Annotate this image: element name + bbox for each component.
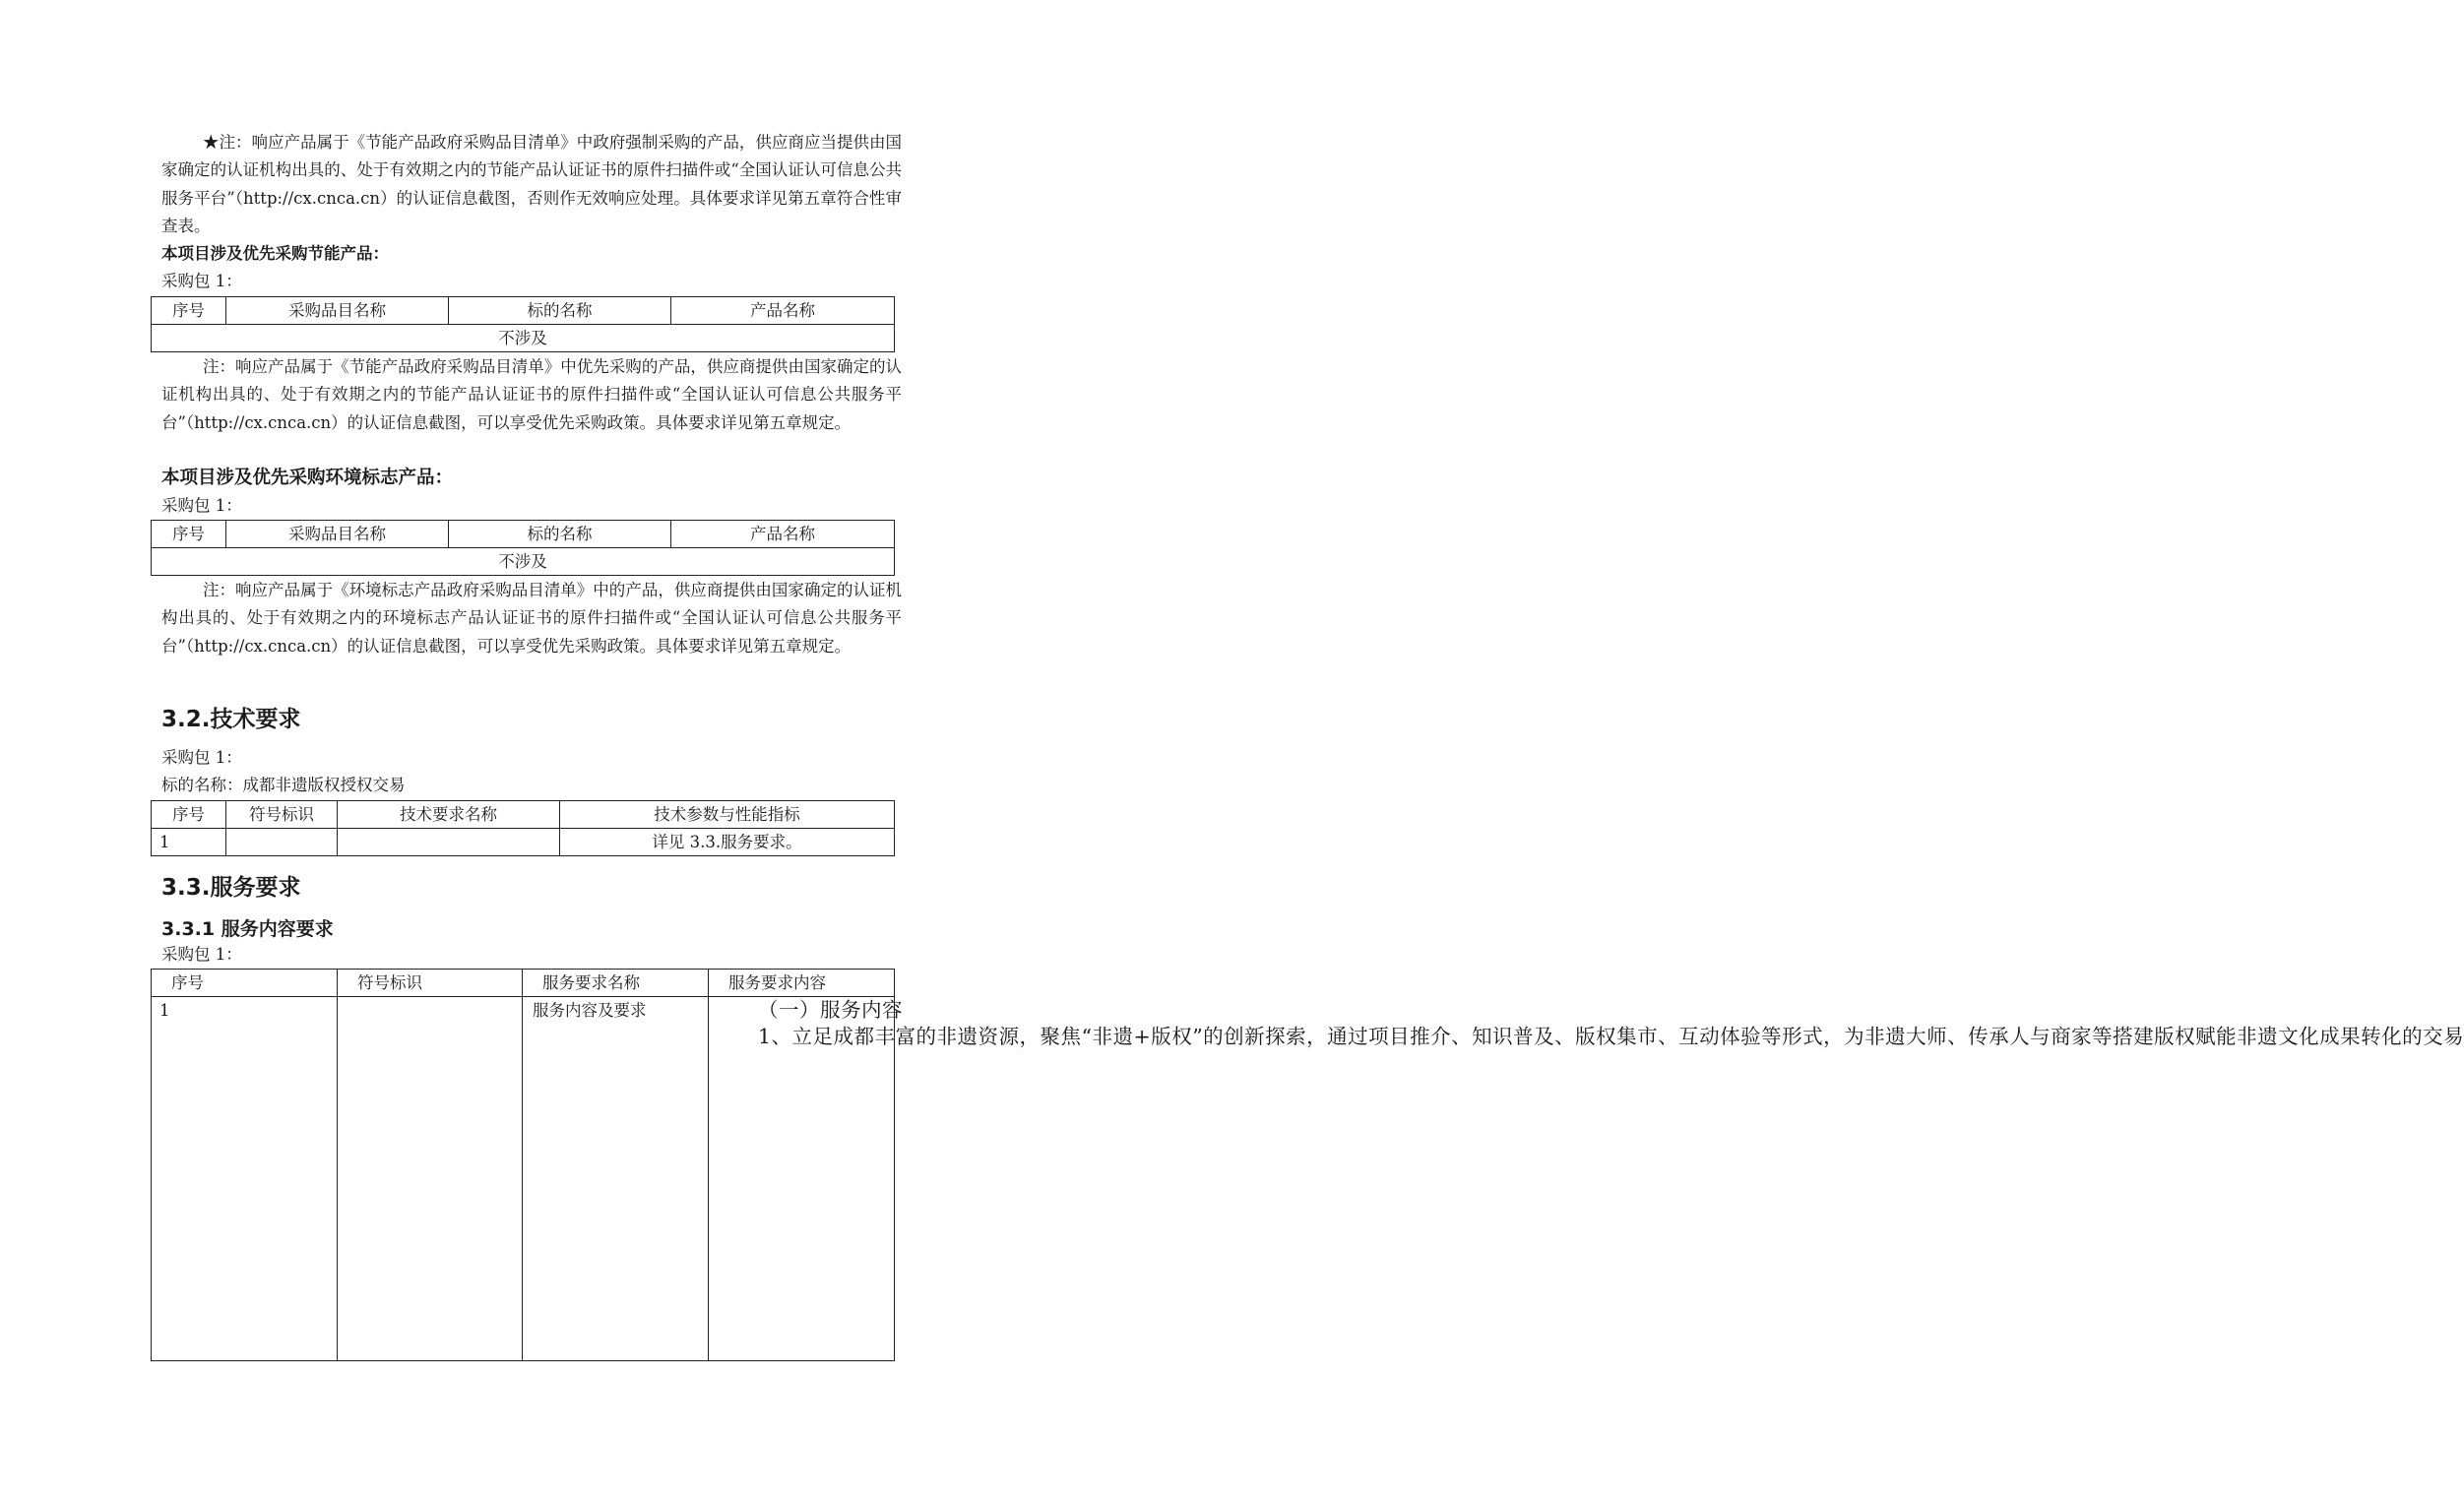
header-cell: 采购品目名称 xyxy=(226,521,449,548)
content-heading: （一）服务内容 xyxy=(758,998,903,1022)
header-cell: 技术要求名称 xyxy=(338,801,560,829)
not-applicable-cell: 不涉及 xyxy=(152,325,895,352)
table-row xyxy=(152,997,895,1361)
name-cell xyxy=(338,829,560,856)
mark-cell xyxy=(338,997,523,1361)
header-cell: 服务要求名称 xyxy=(523,970,709,997)
not-applicable-cell: 不涉及 xyxy=(152,548,895,576)
header-cell: 技术参数与性能指标 xyxy=(560,801,895,829)
tech-heading: 3.2.技术要求 xyxy=(161,707,301,732)
eco-heading: 本项目涉及优先采购环境标志产品： xyxy=(161,468,454,488)
energy-package-label: 采购包 1： xyxy=(161,272,242,290)
header-cell: 序号 xyxy=(152,970,338,997)
table-header-row xyxy=(152,801,895,829)
tech-subject-label: 标的名称：成都非遗版权授权交易 xyxy=(161,776,406,794)
energy-table xyxy=(151,296,895,352)
header-cell: 标的名称 xyxy=(449,297,671,325)
eco-package-label: 采购包 1： xyxy=(161,496,242,515)
header-cell: 符号标识 xyxy=(338,970,523,997)
row-number-cell: 1 xyxy=(152,829,226,856)
note-first-line: 注：响应产品属于《节能产品政府采购品目清单》中优先采购的产品，供应商提供由国家 xyxy=(203,357,837,376)
row-number-cell: 1 xyxy=(152,997,338,1361)
spec-cell: 详见 3.3.服务要求。 xyxy=(560,829,895,856)
header-cell: 产品名称 xyxy=(671,521,895,548)
service-heading: 3.3.服务要求 xyxy=(161,875,301,901)
mandatory-energy-note xyxy=(161,129,902,240)
note-rest: 确定的认证机构出具的、处于有效期之内的节能产品认证证书的原件扫描件或“全国认证认可信息公共服务平台”（http://cx.cnca.cn）的认证信息截图，可以享受优先采购政策。具体要求详见第五章规定。 xyxy=(161,357,903,432)
header-cell: 服务要求内容 xyxy=(709,970,895,997)
content-paragraph: 1、立足成都丰富的非遗资源，聚焦“非遗+版权”的创新探索，通过项目推介、知识普及、版权集市、互动体验等形式，为非遗大师、传承人与商家等搭建版权赋能非遗文化成果转化的交易 xyxy=(758,1025,2464,1048)
energy-heading: 本项目涉及优先采购节能产品： xyxy=(161,244,389,263)
header-cell: 序号 xyxy=(152,801,226,829)
header-cell: 标的名称 xyxy=(449,521,671,548)
table-header-row xyxy=(152,521,895,548)
header-cell: 序号 xyxy=(152,521,226,548)
table-header-row xyxy=(152,297,895,325)
note-first-line: ★注：响应产品属于《节能产品政府采购品目清单》中政府强制采购的产品，供应商应当 xyxy=(203,133,837,152)
table-row xyxy=(152,325,895,352)
service-table xyxy=(151,969,2464,1361)
note-rest: 提供由国家确定的认证机构出具的、处于有效期之内的节能产品认证证书的原件扫描件或“全国认证认可信息公共服务平台”（http://cx.cnca.cn）的认证信息截图，否则作无效响应处理。具体要求详见第五章符合性审查表。 xyxy=(161,133,903,235)
note-first-line: 注：响应产品属于《环境标志产品政府采购品目清单》中的产品，供应商提供由国家确定 xyxy=(203,581,837,599)
tech-table xyxy=(151,800,895,856)
note-rest: 的认证机构出具的、处于有效期之内的环境标志产品认证证书的原件扫描件或“全国认证认可信息公共服务平台”（http://cx.cnca.cn）的认证信息截图，可以享受优先采购政策。具体要求详见第五章规定。 xyxy=(161,581,903,656)
mark-cell xyxy=(226,829,338,856)
header-cell: 符号标识 xyxy=(226,801,338,829)
service-subheading: 3.3.1 服务内容要求 xyxy=(161,918,334,940)
name-cell: 服务内容及要求 xyxy=(523,997,709,1361)
table-row xyxy=(152,829,895,856)
service-package-label: 采购包 1： xyxy=(161,945,242,964)
header-cell: 产品名称 xyxy=(671,297,895,325)
tech-package-label: 采购包 1： xyxy=(161,748,242,767)
table-header-row xyxy=(152,970,895,997)
eco-note xyxy=(161,577,902,660)
content-cell xyxy=(709,997,2464,1361)
header-cell: 序号 xyxy=(152,297,226,325)
eco-table xyxy=(151,520,895,576)
header-cell: 采购品目名称 xyxy=(226,297,449,325)
energy-note xyxy=(161,353,902,437)
table-row xyxy=(152,548,895,576)
